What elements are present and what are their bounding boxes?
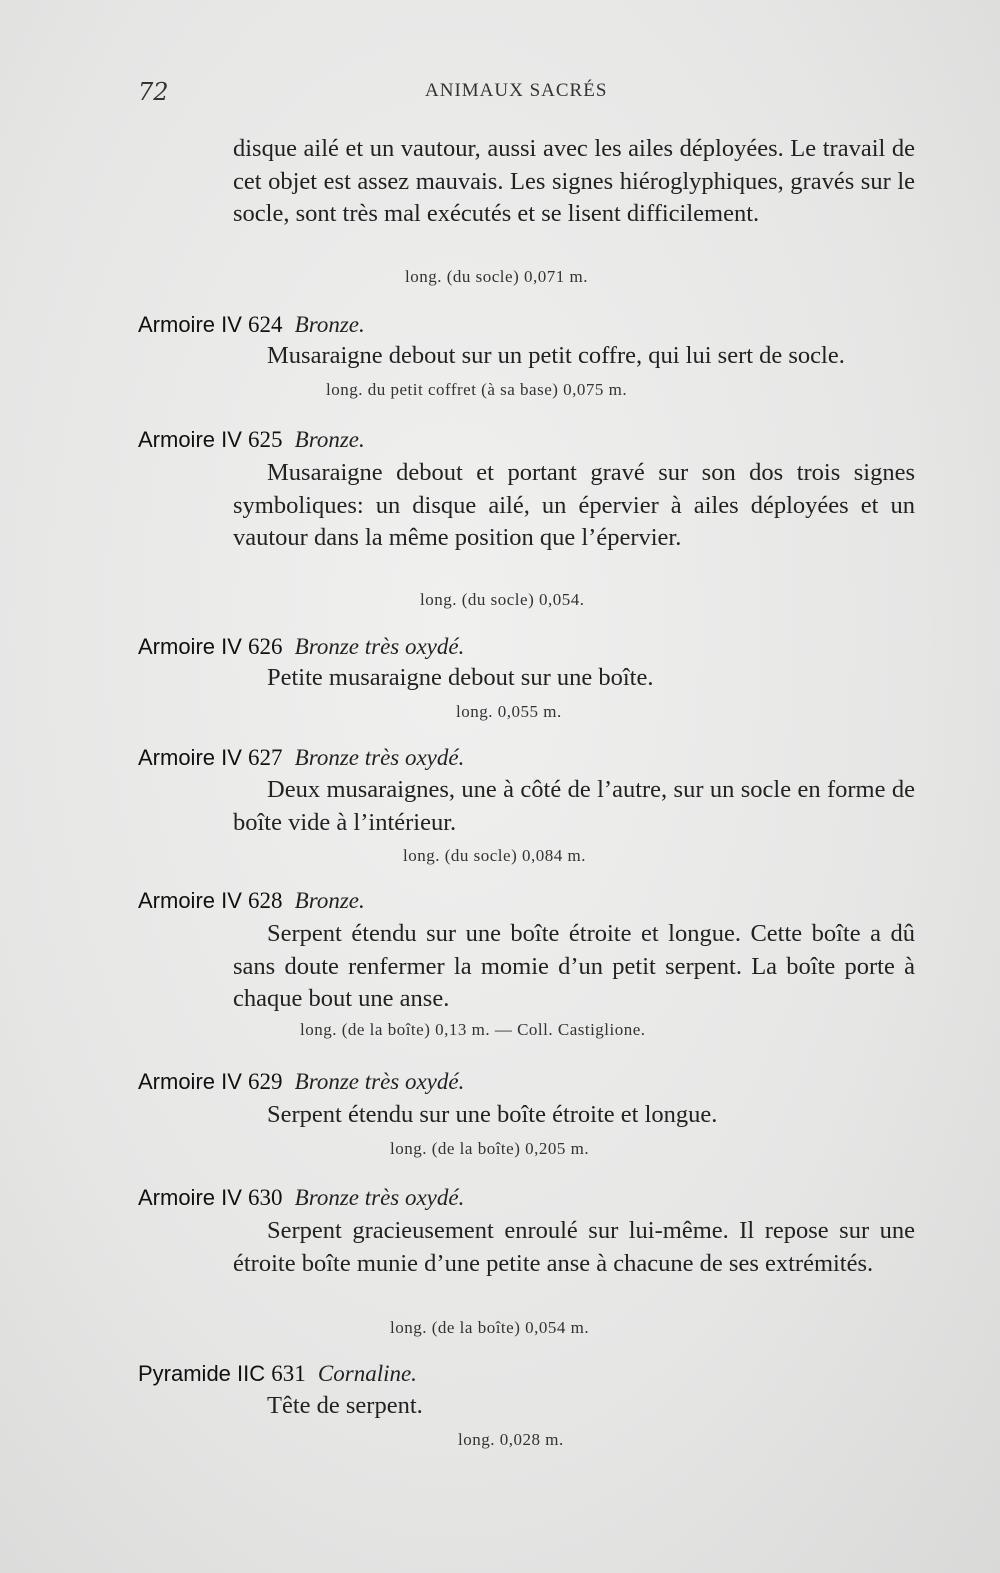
entry-location: Armoire IV: [138, 1185, 242, 1210]
entry-material: Bronze.: [294, 427, 365, 452]
entry-measure: long. du petit coffret (à sa base) 0,075 m.: [326, 380, 628, 399]
entry-heading: [138, 1361, 417, 1387]
entry-location: Armoire IV: [138, 427, 242, 452]
entry-measure: long. (du socle) 0,054.: [420, 590, 585, 609]
entry-number: 630: [248, 1185, 283, 1210]
entry-description: Musaraigne debout et portant gravé sur son dos trois signes symboliques: un disque ailé, un épervier à ailes déployées et un vautour dans la même position que l’épervier.: [233, 459, 915, 551]
entry-measure: long. (du socle) 0,084 m.: [403, 846, 586, 865]
entry-description: Serpent étendu sur une boîte étroite et longue.: [267, 1101, 718, 1128]
entry-description: Serpent étendu sur une boîte étroite et longue. Cette boîte a dû sans doute renfermer la momie d’un petit serpent. La boîte porte à chaque bout une anse.: [233, 920, 915, 1012]
entry-heading: [138, 745, 464, 771]
entry-number: 628: [248, 888, 283, 913]
entry-heading: [138, 634, 464, 660]
entry-heading: [138, 427, 365, 453]
entry-material: Bronze.: [294, 312, 365, 337]
entry-heading: [138, 1185, 464, 1211]
entry-description: Deux musaraignes, une à côté de l’autre, sur un socle en forme de boîte vide à l’intérieur.: [233, 776, 915, 836]
entry-heading: [138, 312, 365, 338]
entry-number: 629: [248, 1069, 283, 1094]
entry-description: Musaraigne debout sur un petit coffre, qui lui sert de socle.: [267, 342, 845, 369]
intro-paragraph: disque ailé et un vautour, aussi avec les ailes déployées. Le travail de cet objet est assez mauvais. Les signes hiéroglyphiques, gravés sur le socle, sont très mal exécutés et se lisent difficilement.: [233, 135, 915, 227]
entry-material: Cornaline.: [317, 1361, 417, 1386]
entry-material: Bronze très oxydé.: [294, 1069, 465, 1094]
entry-location: Pyramide IIC: [138, 1361, 266, 1386]
entry-location: Armoire IV: [138, 634, 242, 659]
entry-material: Bronze.: [294, 888, 365, 913]
entry-location: Armoire IV: [138, 312, 242, 337]
entry-measure: long. (de la boîte) 0,054 m.: [390, 1318, 590, 1337]
entry-number: 626: [248, 634, 283, 659]
entry-description: Petite musaraigne debout sur une boîte.: [267, 664, 654, 691]
intro-measure: long. (du socle) 0,071 m.: [405, 267, 588, 286]
entry-number: 631: [271, 1361, 306, 1386]
entry-measure: long. (de la boîte) 0,205 m.: [390, 1139, 590, 1158]
entry-measure: long. (de la boîte) 0,13 m. — Coll. Castiglione.: [300, 1020, 646, 1039]
entry-material: Bronze très oxydé.: [294, 1185, 465, 1210]
entry-description: Tête de serpent.: [267, 1392, 423, 1419]
entry-number: 627: [248, 745, 283, 770]
running-title: ANIMAUX SACRÉS: [425, 80, 608, 101]
entry-number: 625: [248, 427, 283, 452]
entry-measure: long. 0,055 m.: [456, 702, 562, 721]
entry-material: Bronze très oxydé.: [294, 634, 465, 659]
entry-location: Armoire IV: [138, 745, 242, 770]
entry-measure: long. 0,028 m.: [458, 1430, 564, 1449]
entry-number: 624: [248, 312, 283, 337]
entry-material: Bronze très oxydé.: [294, 745, 465, 770]
entry-heading: [138, 1069, 464, 1095]
page-number: 72: [138, 78, 169, 106]
entry-description: Serpent gracieusement enroulé sur lui-même. Il repose sur une étroite boîte munie d’une petite anse à chacune de ses extrémités.: [233, 1217, 915, 1277]
entry-heading: [138, 888, 365, 914]
entry-location: Armoire IV: [138, 1069, 242, 1094]
entry-location: Armoire IV: [138, 888, 242, 913]
